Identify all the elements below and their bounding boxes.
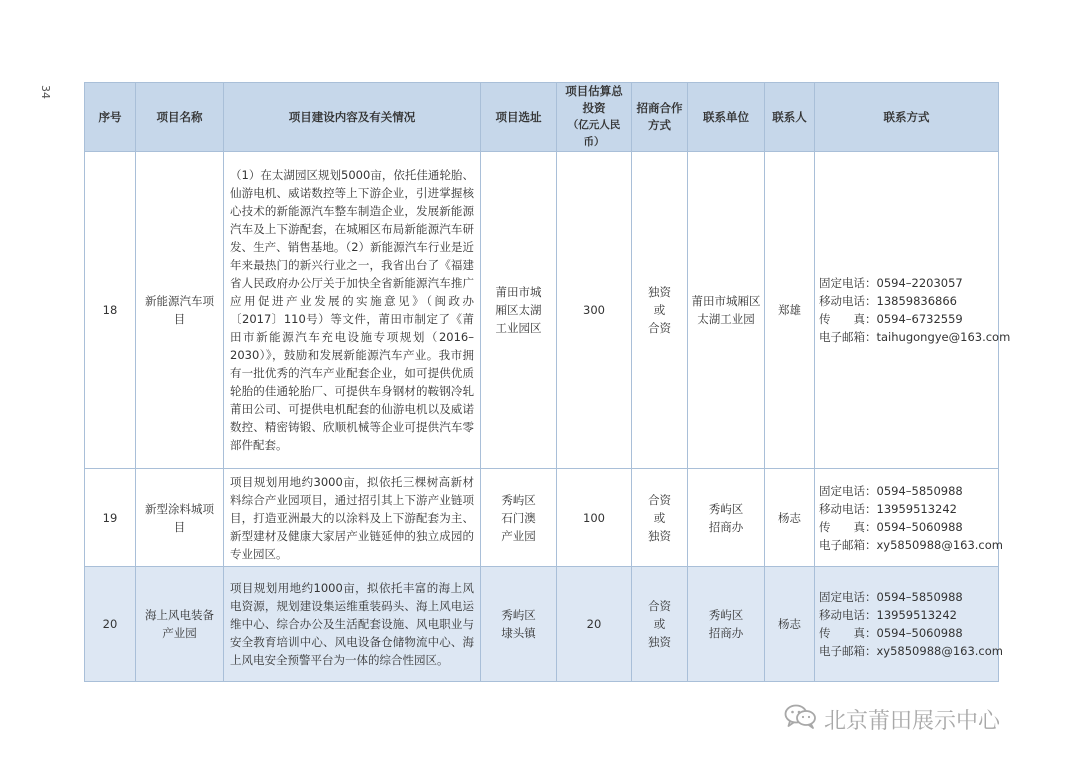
header-content: 项目建设内容及有关情况 [224, 83, 481, 152]
cell-name-line-1: 新型涂料城项 [145, 501, 214, 516]
cell-name-line-1: 海上风电装备 [145, 608, 214, 622]
header-investment-line-2: 投资 [582, 101, 606, 115]
page-number: 34 [39, 85, 52, 99]
table-header-row [85, 83, 999, 152]
contact-phone: 固定电话：0594–2203057 [819, 276, 963, 290]
cell-name [136, 152, 224, 469]
cell-location-line-1: 秀屿区 [501, 492, 536, 507]
contact-mobile: 移动电话：13959513242 [819, 608, 957, 622]
cell-mode-line-3: 独资 [648, 635, 671, 649]
cell-unit [688, 567, 765, 682]
contact-phone: 固定电话：0594–5850988 [819, 483, 963, 498]
cell-name-line-2: 目 [173, 519, 186, 534]
cell-name [136, 469, 224, 567]
cell-contact [815, 567, 1003, 682]
header-name: 项目名称 [136, 83, 224, 152]
cell-unit-line-2: 招商办 [708, 519, 744, 534]
cell-name-line-2: 目 [173, 312, 186, 326]
header-investment-line-3: （亿元人民币） [567, 119, 621, 148]
contact-mobile: 移动电话：13959513242 [819, 501, 957, 516]
cell-investment: 20 [557, 567, 632, 682]
cell-content: 项目规划用地约3000亩，拟依托三棵树高新材料综合产业园项目，通过招引其上下游产业链项目，打造亚洲最大的以涂料及上下游配套为主、新型建材及健康大家居产业链延伸的独立成园的专业园区。 [224, 469, 481, 567]
table-row [85, 152, 999, 469]
contact-fax: 传 真：0594–5060988 [819, 626, 963, 640]
cell-unit-line-2: 招商办 [708, 626, 744, 640]
header-person: 联系人 [765, 83, 815, 152]
cell-unit-line-1: 莆田市城厢区 [691, 294, 761, 308]
contact-mobile: 移动电话：13859836866 [819, 294, 957, 308]
header-mode-line-2: 方式 [648, 118, 671, 132]
cell-unit [688, 469, 765, 567]
cell-name [136, 567, 224, 682]
cell-unit-line-1: 秀屿区 [708, 501, 744, 516]
cell-location-line-3: 工业园区 [495, 321, 542, 335]
cell-person: 杨志 [765, 567, 815, 682]
cell-mode-line-3: 独资 [648, 528, 671, 543]
table-row [85, 567, 999, 682]
header-unit: 联系单位 [688, 83, 765, 152]
contact-fax: 传 真：0594–5060988 [819, 519, 963, 534]
header-mode-line-1: 招商合作 [636, 101, 683, 115]
project-table [84, 82, 1011, 682]
cell-location-line-3: 产业园 [501, 528, 536, 543]
cell-mode-line-2: 或 [653, 303, 666, 317]
cell-mode-line-2: 或 [653, 617, 666, 631]
cell-name-line-1: 新能源汽车项 [145, 294, 214, 308]
contact-email: 电子邮箱：xy5850988@163.com [819, 644, 1003, 658]
cell-unit-line-1: 秀屿区 [708, 608, 744, 622]
cell-location [481, 567, 557, 682]
header-no: 序号 [85, 83, 136, 152]
cell-unit [688, 152, 765, 469]
cell-location-line-2: 厢区太湖 [495, 303, 542, 317]
cell-mode [632, 152, 688, 469]
cell-content: （1）在太湖园区规划5000亩，依托佳通轮胎、仙游电机、威诺数控等上下游企业，引进掌握核心技术的新能源汽车整车制造企业，发展新能源汽车及上下游配套，在城厢区布局新能源汽车研发、生产、销售基地。（2）新能源汽车行业是近年来最热门的新兴行业之一，我省出台了《福建省人民政府办公厅关于加快全省新能源汽车推广应用促进产业发展的实施意见》（闽政办〔2017〕110号）等文件，莆田市制定了《莆田市新能源汽车充电设施专项规划（2016–2030）》，鼓励和发展新能源汽车产业。我市拥有一批优秀的汽车产业配套企业，如可提供优质轮胎的佳通轮胎厂、可提供车身钢材的鞍钢冷轧莆田公司、可提供电机配套的仙游电机以及威诺数控、精密铸锻、欣顺机械等企业可提供汽车零部件配套。 [224, 152, 481, 469]
cell-location-line-2: 石门澳 [501, 510, 536, 525]
cell-mode [632, 469, 688, 567]
cell-content: 项目规划用地约1000亩，拟依托丰富的海上风电资源，规划建设集运维重装码头、海上风电运维中心、综合办公及生活配套设施、风电职业与安全教育培训中心、风电设备仓储物流中心、海上风电安全预警平台为一体的综合性园区。 [224, 567, 481, 682]
cell-location-line-1: 莆田市城 [495, 285, 542, 299]
cell-mode [632, 567, 688, 682]
cell-mode-line-3: 合资 [648, 321, 671, 335]
cell-location [481, 152, 557, 469]
cell-mode-line-1: 独资 [648, 285, 671, 299]
cell-no: 18 [85, 152, 136, 469]
cell-contact [815, 469, 1003, 567]
header-investment-line-1: 项目估算总 [565, 84, 623, 98]
cell-no: 20 [85, 567, 136, 682]
header-contact: 联系方式 [815, 83, 999, 152]
cell-investment: 300 [557, 152, 632, 469]
cell-mode-line-2: 或 [653, 510, 666, 525]
cell-mode-line-1: 合资 [648, 599, 671, 613]
cell-investment: 100 [557, 469, 632, 567]
watermark-text: 北京莆田展示中心 [824, 708, 1001, 734]
cell-unit-line-2: 太湖工业园 [697, 312, 755, 326]
header-mode [632, 83, 688, 152]
cell-person: 杨志 [765, 469, 815, 567]
cell-mode-line-1: 合资 [648, 492, 671, 507]
cell-location [481, 469, 557, 567]
contact-email: 电子邮箱：taihugongye@163.com [819, 330, 1011, 344]
cell-name-line-2: 产业园 [162, 626, 197, 640]
header-location: 项目选址 [481, 83, 557, 152]
table-row [85, 469, 999, 567]
contact-email: 电子邮箱：xy5850988@163.com [819, 537, 1003, 552]
cell-location-line-1: 秀屿区 [501, 608, 536, 622]
cell-location-line-2: 埭头镇 [501, 626, 536, 640]
contact-fax: 传 真：0594–6732559 [819, 312, 963, 326]
header-investment [557, 83, 632, 152]
cell-contact [815, 152, 1011, 469]
contact-phone: 固定电话：0594–5850988 [819, 590, 963, 604]
wechat-icon [784, 703, 818, 735]
cell-no: 19 [85, 469, 136, 567]
cell-person: 郑雄 [765, 152, 815, 469]
watermark [784, 703, 1000, 735]
